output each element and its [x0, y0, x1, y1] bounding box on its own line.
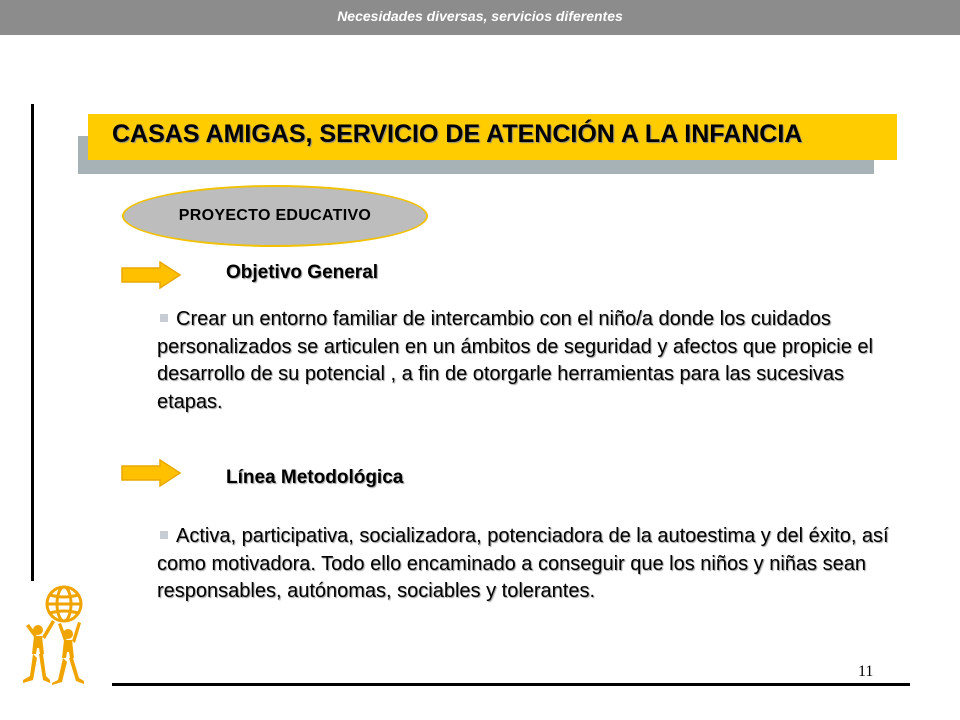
bullet-square-icon [160, 531, 168, 539]
section-heading-objetivo: Objetivo General [226, 262, 379, 283]
section-text: Crear un entorno familiar de intercambio con el niño/a donde los cuidados personalizados se articulen en un ámbitos de seguridad y afectos que propicie el desarrollo de su potencial , a fin de otorgarle herramientas para las sucesivas etapas. [157, 308, 873, 413]
section-label-ellipse [122, 185, 428, 247]
left-vertical-rule [31, 104, 34, 581]
slide-title: CASAS AMIGAS, SERVICIO DE ATENCIÓN A LA INFANCIA [112, 120, 803, 148]
header-subtitle: Necesidades diversas, servicios diferentes [337, 8, 623, 24]
top-header-bar [0, 0, 960, 35]
section-heading-metodologia: Línea Metodológica [226, 467, 404, 488]
section-text-objetivo [157, 306, 897, 416]
footer-rule [112, 683, 910, 686]
section-text: Activa, participativa, socializadora, potenciadora de la autoestima y del éxito, así como motivadora. Todo ello encaminado a conseguir que los niños y niñas sean responsables, autónomas, sociables y tolerantes. [157, 525, 889, 602]
page-number: 11 [858, 663, 874, 680]
globe-figures-logo-icon [6, 584, 102, 688]
section-label: PROYECTO EDUCATIVO [178, 207, 372, 224]
arrow-right-icon [120, 459, 182, 487]
arrow-right-icon [120, 261, 182, 289]
section-text-metodologia [157, 523, 897, 606]
bullet-square-icon [160, 314, 168, 322]
